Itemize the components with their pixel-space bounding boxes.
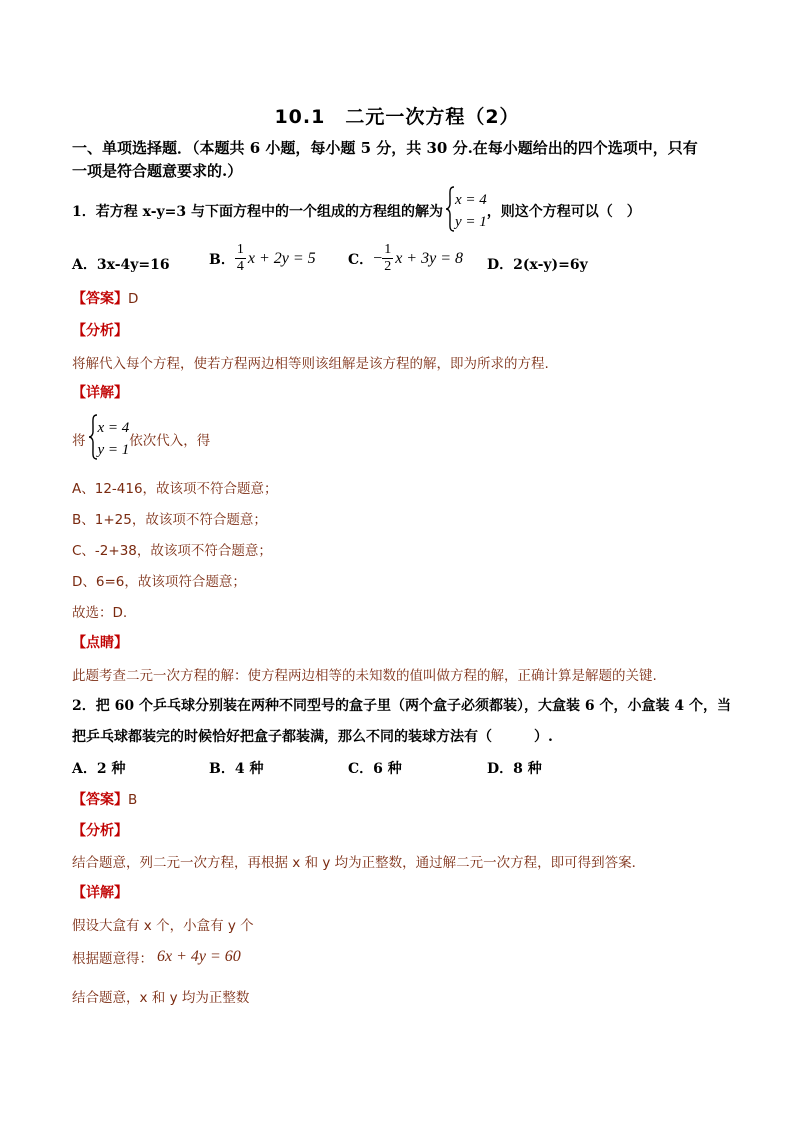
option-b-label: B．	[209, 251, 235, 268]
q2-option-d: D．8 种	[487, 761, 542, 777]
q2-detail-line3: 结合题意，x 和 y 均为正整数	[72, 990, 250, 1006]
q2-option-c: C．6 种	[348, 761, 402, 777]
q2-equation: 6x + 4y = 60	[157, 948, 241, 965]
option-a: A．3x-4y=16	[72, 257, 170, 273]
solution-system	[455, 189, 487, 233]
comment-tag: 【点睛】	[72, 635, 128, 651]
option-b	[209, 242, 316, 275]
detail-tag: 【详解】	[72, 385, 128, 401]
brace-icon	[88, 414, 98, 464]
option-c-fraction	[382, 242, 393, 275]
answer-tag: 【答案】	[72, 291, 128, 307]
answer-value: D	[128, 291, 139, 307]
detail-line-b: B、1+25，故该项不符合题意；	[72, 512, 267, 528]
detail-prefix: 将	[72, 433, 86, 449]
question-1-stem	[72, 186, 641, 236]
q2-detail-tag: 【详解】	[72, 885, 128, 901]
answer-row	[72, 288, 138, 308]
q2-detail-line1: 假设大盒有 x 个，小盒有 y 个	[72, 918, 254, 934]
section-heading-line1: 一、单项选择题．（本题共 6 小题，每小题 5 分，共 30 分.在每小题给出的四个选项中，只有	[72, 139, 698, 157]
q2-detail-line2	[72, 947, 241, 967]
analysis-text: 将解代入每个方程，使若方程两边相等则该组解是该方程的解，即为所求的方程.	[72, 356, 549, 372]
question-1-stem-tail: ，则这个方程可以（ ）	[486, 204, 641, 220]
detail-system-y: y = 1	[97, 442, 130, 458]
detail-substitution	[72, 414, 210, 464]
option-c-label: C．	[348, 251, 374, 268]
option-c-expression: x + 3y = 8	[395, 249, 463, 267]
detail-conclusion: 故选：D.	[72, 605, 128, 621]
option-b-numerator: 1	[236, 242, 244, 257]
option-b-denominator: 4	[236, 259, 244, 274]
option-c-sign: −	[373, 249, 383, 267]
question-2-stem-line2: 把乒乓球都装完的时候恰好把盒子都装满，那么不同的装球方法有（ ）.	[72, 729, 553, 745]
comment-text: 此题考查二元一次方程的解：使方程两边相等的未知数的值叫做方程的解，正确计算是解题的关键.	[72, 668, 657, 684]
q2-answer-tag: 【答案】	[72, 792, 128, 808]
q2-option-b: B．4 种	[209, 761, 264, 777]
system-line-x: x = 4	[455, 192, 487, 208]
detail-line-c: C、-2+38，故该项不符合题意；	[72, 543, 272, 559]
option-b-expression: x + 2y = 5	[247, 249, 316, 267]
q2-answer-row	[72, 789, 137, 809]
q2-analysis-tag: 【分析】	[72, 823, 128, 839]
option-d: D．2(x-y)=6y	[487, 257, 588, 273]
section-heading-line2: 一项是符合题意要求的.）	[72, 162, 243, 180]
system-line-y: y = 1	[455, 214, 487, 230]
question-1-stem-text: 1．若方程 x-y=3 与下面方程中的一个组成的方程组的解为	[72, 204, 444, 220]
q2-answer-value: B	[128, 792, 138, 808]
analysis-tag: 【分析】	[72, 323, 128, 339]
brace-icon	[445, 186, 455, 236]
option-c-denominator: 2	[384, 259, 392, 274]
q2-analysis-text: 结合题意，列二元一次方程，再根据 x 和 y 均为正整数，通过解二元一次方程，即可得到答案．	[72, 855, 646, 871]
option-c-numerator: 1	[384, 242, 392, 257]
detail-line-a: A、12-416，故该项不符合题意；	[72, 481, 278, 497]
option-b-fraction	[235, 242, 246, 275]
q2-option-a: A．2 种	[72, 761, 126, 777]
detail-line-d: D、6=6，故该项符合题意；	[72, 574, 246, 590]
detail-system-x: x = 4	[97, 420, 130, 436]
detail-system	[98, 417, 130, 461]
option-c	[348, 242, 463, 275]
detail-suffix: 依次代入，得	[129, 433, 211, 449]
q2-detail-line2-prefix: 根据题意得：	[72, 951, 153, 967]
page-title: 10.1 二元一次方程（2）	[274, 106, 520, 128]
question-2-stem-line1: 2．把 60 个乒乓球分别装在两种不同型号的盒子里（两个盒子必须都装），大盒装 6 个，小盒装 4 个，当	[72, 698, 731, 714]
